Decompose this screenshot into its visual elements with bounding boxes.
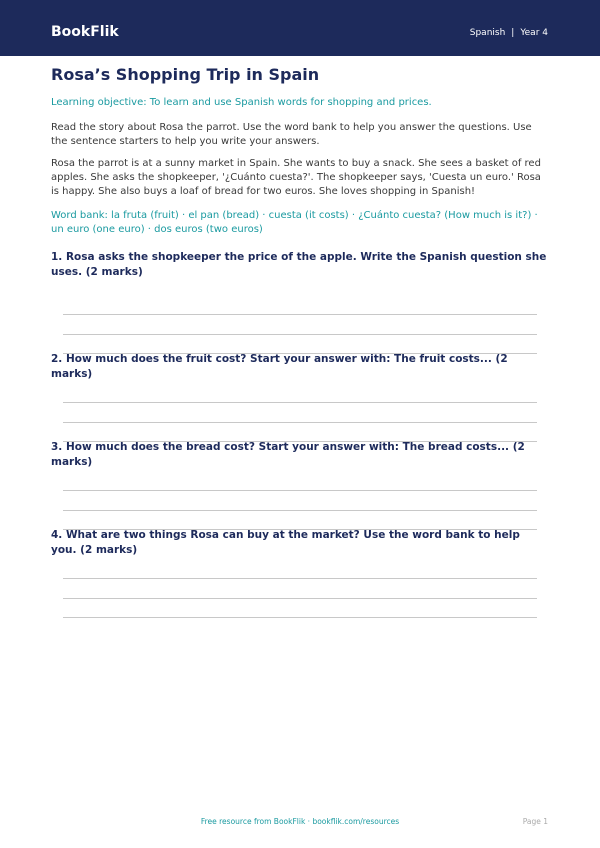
answer-line[interactable] [63, 510, 537, 511]
page-title: Rosa’s Shopping Trip in Spain [51, 65, 320, 84]
question-text: 2. How much does the fruit cost? Start your answer with: The fruit costs... (2 marks) [51, 353, 508, 380]
question-4 [51, 528, 548, 558]
page-number: Page 1 [522, 817, 548, 826]
answer-line[interactable] [63, 490, 537, 491]
header-meta [470, 27, 548, 39]
learning-objective: Learning objective: To learn and use Spanish words for shopping and prices. [51, 97, 432, 108]
answer-line[interactable] [63, 422, 537, 423]
question-text: 3. How much does the bread cost? Start your answer with: The bread costs... (2 marks) [51, 441, 525, 468]
answer-line[interactable] [63, 334, 537, 335]
answer-line[interactable] [63, 578, 537, 579]
subject-label: Spanish [469, 28, 506, 38]
word-bank: Word bank: la fruta (fruit) · el pan (bread) · cuesta (it costs) · ¿Cuánto cuesta? (How much is it?) · un euro (one euro) · dos euros (two euros) [51, 210, 538, 235]
question-1 [51, 250, 548, 280]
year-label: Year 4 [520, 28, 548, 38]
header-bar [0, 0, 600, 56]
answer-line[interactable] [63, 617, 537, 618]
brand-logo: BookFlik [51, 24, 119, 40]
answer-line[interactable] [63, 598, 537, 599]
footer-credit[interactable]: Free resource from BookFlik · bookflik.com/resources [200, 817, 400, 826]
question-3 [51, 440, 548, 470]
answer-line[interactable] [63, 314, 537, 315]
worksheet-intro [51, 63, 548, 237]
question-text: 1. Rosa asks the shopkeeper the price of the apple. Write the Spanish question she uses. (2 marks) [51, 251, 547, 278]
answer-line[interactable] [63, 402, 537, 403]
meta-separator: | [511, 28, 515, 38]
story-text: Rosa the parrot is at a sunny market in Spain. She wants to buy a snack. She sees a basket of red apples. She asks the shopkeeper, '¿Cuánto cuesta?'. The shopkeeper says, 'Cuesta un euro.' Rosa is happy. She also buys a loaf of bread for two euros. She loves shopping in Spanish! [51, 158, 541, 197]
instructions-text: Read the story about Rosa the parrot. Use the word bank to help you answer the questions. Use the sentence starters to help you write your answers. [51, 122, 532, 147]
question-2 [51, 352, 548, 382]
question-text: 4. What are two things Rosa can buy at the market? Use the word bank to help you. (2 marks) [51, 529, 520, 556]
